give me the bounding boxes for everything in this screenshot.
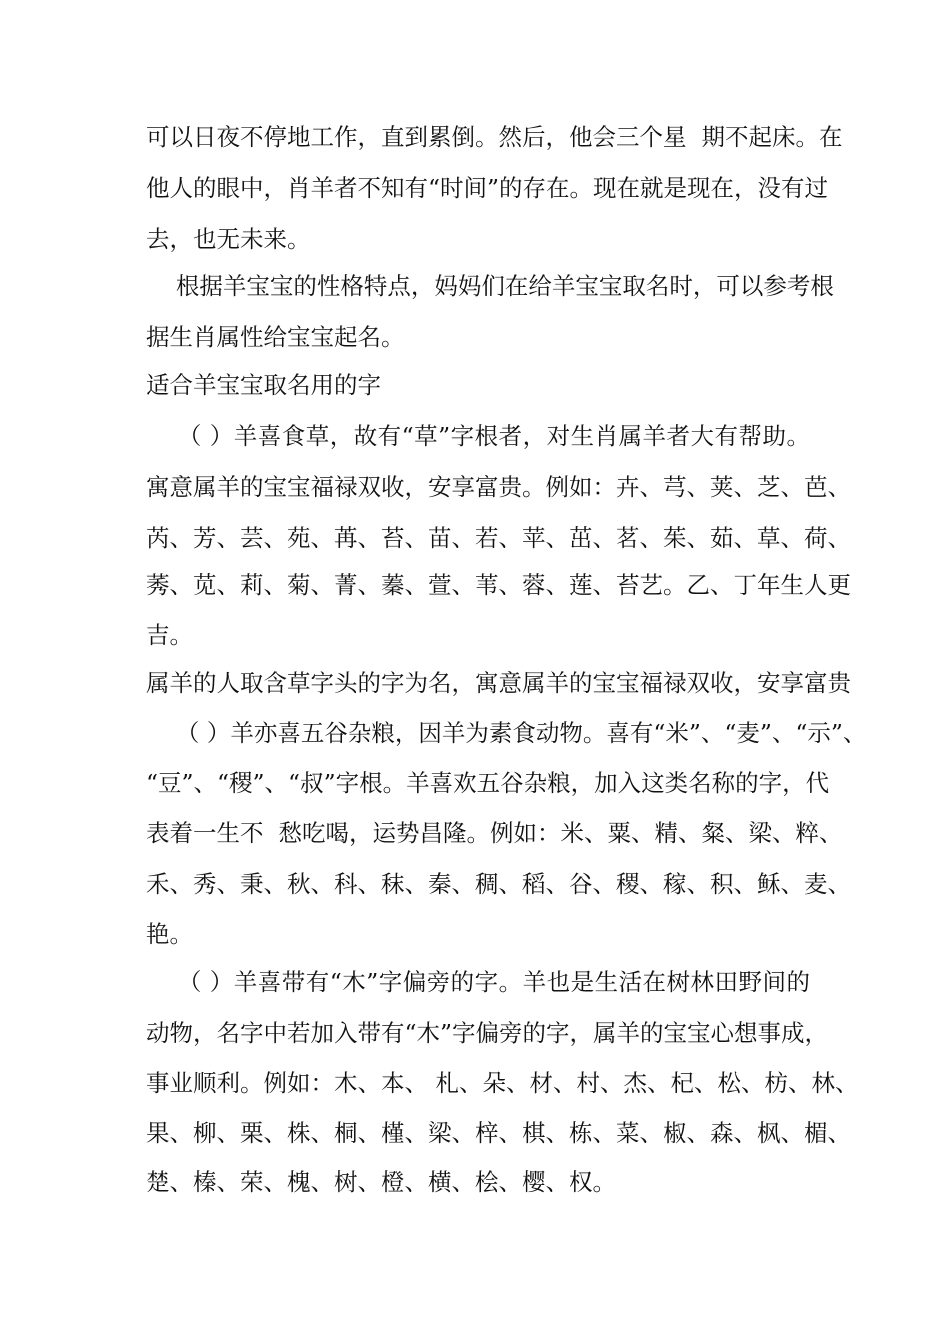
text-line: 他人的眼中，肖羊者不知有“时间”的存在。现在就是现在，没有过 [146,174,829,202]
text-line: 楚、榛、荣、槐、树、橙、横、桧、樱、权。 [146,1168,616,1196]
text-line: （ ）羊喜食草，故有“草”字根者，对生肖属羊者大有帮助。 [146,422,810,450]
text-line: （ ）羊喜带有“木”字偏旁的字。羊也是生活在树林田野间的 [146,968,810,996]
text-line: 果、柳、栗、株、桐、槿、梁、梓、棋、栋、菜、椒、森、枫、楣、 [146,1119,851,1147]
text-line: 寓意属羊的宝宝福禄双收，安享富贵。例如：卉、芎、荚、芝、芭、 [146,473,851,501]
text-line: 事业顺利。例如：木、本、 札、朵、材、村、杰、杞、松、枋、林、 [146,1069,859,1097]
text-line: 莠、苋、莉、菊、菁、蓁、萱、苇、蓉、莲、苔艺。乙、丁年生人更 [146,571,851,599]
text-line: 动物，名字中若加入带有“木”字偏旁的字，属羊的宝宝心想事成， [146,1019,829,1047]
text-line: 艳。 [146,920,193,948]
text-line: 属羊的人取含草字头的字为名，寓意属羊的宝宝福禄双收，安享富贵 [146,669,851,697]
text-line: （ ）羊亦喜五谷杂粮，因羊为素食动物。喜有“米”、“麦”、“示”、 [146,719,867,747]
text-line: 芮、芳、芸、苑、苒、苔、苗、若、苹、茁、茗、茱、茹、草、荷、 [146,524,851,552]
section-heading: 适合羊宝宝取名用的字 [146,371,381,399]
text-line: 吉。 [146,621,193,649]
text-line: 表着一生不 愁吃喝，运势昌隆。例如：米、粟、精、粲、梁、粹、 [146,819,843,847]
text-line: “豆”、“稷”、“叔”字根。羊喜欢五谷杂粮，加入这类名称的字，代 [146,769,830,797]
text-line: 可以日夜不停地工作，直到累倒。然后，他会三个星 期不起床。在 [146,123,843,151]
text-line: 禾、秀、秉、秋、科、秣、秦、稠、稻、谷、稷、稼、积、稣、麦、 [146,870,851,898]
text-line: 根据羊宝宝的性格特点，妈妈们在给羊宝宝取名时，可以参考根 [146,272,834,300]
text-line: 去，也无未来。 [146,225,311,253]
text-line: 据生肖属性给宝宝起名。 [146,323,405,351]
